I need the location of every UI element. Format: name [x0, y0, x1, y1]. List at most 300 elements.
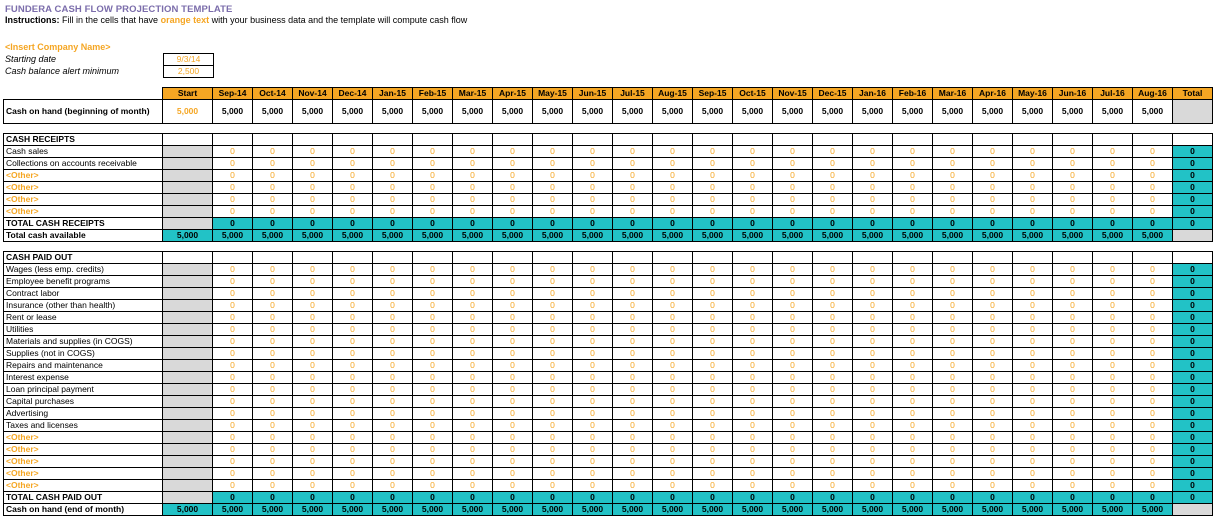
- input-cell[interactable]: 0: [453, 146, 493, 158]
- input-cell[interactable]: 0: [893, 360, 933, 372]
- input-cell[interactable]: 0: [493, 432, 533, 444]
- input-cell[interactable]: 0: [893, 336, 933, 348]
- input-cell[interactable]: 0: [1053, 408, 1093, 420]
- input-cell[interactable]: 0: [973, 372, 1013, 384]
- input-cell[interactable]: 0: [693, 480, 733, 492]
- input-cell[interactable]: 0: [773, 206, 813, 218]
- input-cell[interactable]: 0: [413, 312, 453, 324]
- input-cell[interactable]: 0: [1133, 372, 1173, 384]
- input-cell[interactable]: 0: [253, 360, 293, 372]
- input-cell[interactable]: 0: [373, 420, 413, 432]
- input-cell[interactable]: 0: [1093, 432, 1133, 444]
- input-cell[interactable]: 0: [1053, 372, 1093, 384]
- input-cell[interactable]: 0: [373, 276, 413, 288]
- input-cell[interactable]: 0: [213, 206, 253, 218]
- input-cell[interactable]: 0: [453, 300, 493, 312]
- input-cell[interactable]: 0: [1133, 288, 1173, 300]
- input-cell[interactable]: 0: [893, 456, 933, 468]
- input-cell[interactable]: 0: [973, 336, 1013, 348]
- input-cell[interactable]: 0: [773, 372, 813, 384]
- input-cell[interactable]: 0: [693, 456, 733, 468]
- input-cell[interactable]: 0: [253, 432, 293, 444]
- input-cell[interactable]: 0: [533, 312, 573, 324]
- input-cell[interactable]: 0: [533, 408, 573, 420]
- input-cell[interactable]: 0: [573, 182, 613, 194]
- input-cell[interactable]: 0: [213, 456, 253, 468]
- input-cell[interactable]: 0: [653, 372, 693, 384]
- input-cell[interactable]: 0: [293, 360, 333, 372]
- input-cell[interactable]: 0: [413, 444, 453, 456]
- input-cell[interactable]: 0: [1053, 444, 1093, 456]
- input-cell[interactable]: 0: [413, 146, 453, 158]
- input-cell[interactable]: 0: [653, 480, 693, 492]
- input-cell[interactable]: 0: [893, 480, 933, 492]
- input-cell[interactable]: 0: [333, 456, 373, 468]
- input-cell[interactable]: 0: [813, 170, 853, 182]
- input-cell[interactable]: 0: [973, 396, 1013, 408]
- input-cell[interactable]: 0: [693, 444, 733, 456]
- input-cell[interactable]: 0: [813, 182, 853, 194]
- line-item-label[interactable]: <Other>: [4, 444, 163, 456]
- input-cell[interactable]: 0: [533, 456, 573, 468]
- input-cell[interactable]: 0: [373, 312, 413, 324]
- input-cell[interactable]: 0: [533, 300, 573, 312]
- input-cell[interactable]: 0: [853, 348, 893, 360]
- input-cell[interactable]: 0: [853, 194, 893, 206]
- input-cell[interactable]: 0: [733, 276, 773, 288]
- input-cell[interactable]: 0: [933, 264, 973, 276]
- input-cell[interactable]: 0: [413, 336, 453, 348]
- input-cell[interactable]: 0: [813, 194, 853, 206]
- input-cell[interactable]: 0: [893, 324, 933, 336]
- input-cell[interactable]: 0: [693, 206, 733, 218]
- input-cell[interactable]: 0: [1093, 468, 1133, 480]
- input-cell[interactable]: 0: [693, 396, 733, 408]
- input-cell[interactable]: 0: [1013, 408, 1053, 420]
- input-cell[interactable]: 0: [373, 324, 413, 336]
- input-cell[interactable]: 0: [1013, 444, 1053, 456]
- input-cell[interactable]: 0: [1133, 336, 1173, 348]
- input-cell[interactable]: 0: [773, 288, 813, 300]
- input-cell[interactable]: 0: [573, 348, 613, 360]
- input-cell[interactable]: 0: [533, 288, 573, 300]
- input-cell[interactable]: 0: [293, 324, 333, 336]
- input-cell[interactable]: 0: [1093, 206, 1133, 218]
- input-cell[interactable]: 0: [933, 276, 973, 288]
- input-cell[interactable]: 0: [653, 264, 693, 276]
- input-cell[interactable]: 0: [613, 480, 653, 492]
- input-cell[interactable]: 0: [773, 300, 813, 312]
- input-cell[interactable]: 0: [373, 468, 413, 480]
- input-cell[interactable]: 0: [813, 360, 853, 372]
- input-cell[interactable]: 0: [573, 420, 613, 432]
- input-cell[interactable]: 0: [733, 300, 773, 312]
- input-cell[interactable]: 0: [533, 420, 573, 432]
- input-cell[interactable]: 0: [733, 444, 773, 456]
- input-cell[interactable]: 0: [773, 396, 813, 408]
- input-cell[interactable]: 0: [1013, 480, 1053, 492]
- input-cell[interactable]: 0: [773, 468, 813, 480]
- input-cell[interactable]: 0: [693, 182, 733, 194]
- input-cell[interactable]: 0: [733, 480, 773, 492]
- input-cell[interactable]: 0: [253, 206, 293, 218]
- input-cell[interactable]: 0: [213, 432, 253, 444]
- input-cell[interactable]: 0: [573, 396, 613, 408]
- input-cell[interactable]: 0: [853, 360, 893, 372]
- input-cell[interactable]: 0: [933, 348, 973, 360]
- input-cell[interactable]: 0: [653, 194, 693, 206]
- input-cell[interactable]: 0: [1053, 420, 1093, 432]
- input-cell[interactable]: 0: [413, 206, 453, 218]
- input-cell[interactable]: 0: [533, 170, 573, 182]
- input-cell[interactable]: 0: [533, 480, 573, 492]
- input-cell[interactable]: 0: [613, 336, 653, 348]
- input-cell[interactable]: 0: [693, 264, 733, 276]
- input-cell[interactable]: 0: [973, 146, 1013, 158]
- input-cell[interactable]: 0: [1053, 194, 1093, 206]
- input-cell[interactable]: 0: [1053, 396, 1093, 408]
- input-cell[interactable]: 0: [373, 170, 413, 182]
- input-cell[interactable]: 0: [1013, 348, 1053, 360]
- input-cell[interactable]: 0: [773, 264, 813, 276]
- input-cell[interactable]: 0: [853, 396, 893, 408]
- input-cell[interactable]: 0: [973, 158, 1013, 170]
- input-cell[interactable]: 0: [813, 348, 853, 360]
- input-cell[interactable]: 0: [453, 444, 493, 456]
- input-cell[interactable]: 0: [293, 182, 333, 194]
- input-cell[interactable]: 0: [773, 348, 813, 360]
- input-cell[interactable]: 0: [853, 420, 893, 432]
- input-cell[interactable]: 0: [1053, 182, 1093, 194]
- input-cell[interactable]: 0: [653, 348, 693, 360]
- input-cell[interactable]: 0: [333, 206, 373, 218]
- input-cell[interactable]: 0: [653, 360, 693, 372]
- input-cell[interactable]: 0: [733, 456, 773, 468]
- input-cell[interactable]: 0: [613, 408, 653, 420]
- input-cell[interactable]: 0: [973, 312, 1013, 324]
- input-cell[interactable]: 0: [1013, 194, 1053, 206]
- input-cell[interactable]: 0: [373, 360, 413, 372]
- input-cell[interactable]: 0: [813, 158, 853, 170]
- input-cell[interactable]: 0: [493, 170, 533, 182]
- input-cell[interactable]: 0: [493, 444, 533, 456]
- input-cell[interactable]: 0: [1133, 384, 1173, 396]
- input-cell[interactable]: 0: [213, 324, 253, 336]
- input-cell[interactable]: 0: [813, 300, 853, 312]
- input-cell[interactable]: 0: [773, 276, 813, 288]
- input-cell[interactable]: 0: [893, 288, 933, 300]
- input-cell[interactable]: 0: [493, 372, 533, 384]
- input-cell[interactable]: 0: [453, 336, 493, 348]
- input-cell[interactable]: 0: [1013, 300, 1053, 312]
- input-cell[interactable]: 0: [213, 264, 253, 276]
- input-cell[interactable]: 0: [893, 444, 933, 456]
- input-cell[interactable]: 0: [333, 420, 373, 432]
- input-cell[interactable]: 0: [973, 360, 1013, 372]
- input-cell[interactable]: 0: [493, 206, 533, 218]
- input-cell[interactable]: 0: [533, 324, 573, 336]
- input-cell[interactable]: 0: [573, 312, 613, 324]
- input-cell[interactable]: 0: [893, 170, 933, 182]
- input-cell[interactable]: 0: [373, 348, 413, 360]
- input-cell[interactable]: 0: [853, 372, 893, 384]
- input-cell[interactable]: 0: [773, 456, 813, 468]
- input-cell[interactable]: 0: [413, 264, 453, 276]
- input-cell[interactable]: 0: [253, 264, 293, 276]
- input-cell[interactable]: 0: [1133, 264, 1173, 276]
- input-cell[interactable]: 0: [693, 158, 733, 170]
- input-cell[interactable]: 0: [613, 384, 653, 396]
- input-cell[interactable]: 0: [1133, 348, 1173, 360]
- line-item-label[interactable]: <Other>: [4, 206, 163, 218]
- input-cell[interactable]: 0: [653, 182, 693, 194]
- input-cell[interactable]: 0: [293, 432, 333, 444]
- input-cell[interactable]: 0: [1053, 264, 1093, 276]
- input-cell[interactable]: 0: [453, 456, 493, 468]
- input-cell[interactable]: 0: [213, 182, 253, 194]
- company-name-cell[interactable]: <Insert Company Name>: [5, 42, 111, 52]
- input-cell[interactable]: 0: [213, 158, 253, 170]
- line-item-label[interactable]: <Other>: [4, 432, 163, 444]
- input-cell[interactable]: 0: [1053, 360, 1093, 372]
- input-cell[interactable]: 0: [933, 480, 973, 492]
- input-cell[interactable]: 0: [333, 170, 373, 182]
- input-cell[interactable]: 0: [413, 432, 453, 444]
- input-cell[interactable]: 0: [1133, 312, 1173, 324]
- input-cell[interactable]: 0: [693, 372, 733, 384]
- input-cell[interactable]: 0: [533, 206, 573, 218]
- input-cell[interactable]: 0: [853, 312, 893, 324]
- input-cell[interactable]: 0: [1053, 348, 1093, 360]
- input-cell[interactable]: 0: [933, 288, 973, 300]
- input-cell[interactable]: 0: [453, 170, 493, 182]
- input-cell[interactable]: 0: [293, 420, 333, 432]
- input-cell[interactable]: 0: [813, 396, 853, 408]
- input-cell[interactable]: 0: [293, 170, 333, 182]
- input-cell[interactable]: 0: [453, 348, 493, 360]
- input-cell[interactable]: 0: [853, 336, 893, 348]
- input-cell[interactable]: 0: [1133, 480, 1173, 492]
- input-cell[interactable]: 0: [733, 420, 773, 432]
- input-cell[interactable]: 0: [933, 206, 973, 218]
- input-cell[interactable]: 0: [613, 146, 653, 158]
- input-cell[interactable]: 0: [413, 420, 453, 432]
- input-cell[interactable]: 0: [333, 444, 373, 456]
- input-cell[interactable]: 0: [1013, 288, 1053, 300]
- input-cell[interactable]: 0: [613, 360, 653, 372]
- input-cell[interactable]: 0: [653, 300, 693, 312]
- input-cell[interactable]: 0: [893, 158, 933, 170]
- input-cell[interactable]: 0: [613, 288, 653, 300]
- input-cell[interactable]: 0: [333, 384, 373, 396]
- input-cell[interactable]: 0: [813, 456, 853, 468]
- input-cell[interactable]: 0: [413, 276, 453, 288]
- input-cell[interactable]: 0: [773, 408, 813, 420]
- input-cell[interactable]: 0: [973, 300, 1013, 312]
- input-cell[interactable]: 0: [253, 480, 293, 492]
- input-cell[interactable]: 0: [493, 288, 533, 300]
- input-cell[interactable]: 0: [613, 468, 653, 480]
- input-cell[interactable]: 0: [293, 336, 333, 348]
- input-cell[interactable]: 0: [253, 312, 293, 324]
- input-cell[interactable]: 0: [453, 372, 493, 384]
- input-cell[interactable]: 0: [973, 206, 1013, 218]
- input-cell[interactable]: 0: [853, 206, 893, 218]
- input-cell[interactable]: 0: [1093, 182, 1133, 194]
- input-cell[interactable]: 0: [613, 300, 653, 312]
- input-cell[interactable]: 0: [693, 146, 733, 158]
- input-cell[interactable]: 0: [733, 264, 773, 276]
- input-cell[interactable]: 0: [253, 194, 293, 206]
- input-cell[interactable]: 0: [813, 420, 853, 432]
- input-cell[interactable]: 0: [773, 170, 813, 182]
- input-cell[interactable]: 0: [493, 468, 533, 480]
- input-cell[interactable]: 0: [693, 384, 733, 396]
- input-cell[interactable]: 0: [1053, 170, 1093, 182]
- input-cell[interactable]: 0: [1013, 170, 1053, 182]
- input-cell[interactable]: 0: [333, 264, 373, 276]
- input-cell[interactable]: 0: [813, 312, 853, 324]
- input-cell[interactable]: 0: [1093, 194, 1133, 206]
- input-cell[interactable]: 0: [773, 444, 813, 456]
- input-cell[interactable]: 0: [293, 206, 333, 218]
- input-cell[interactable]: 0: [653, 288, 693, 300]
- input-cell[interactable]: 0: [373, 372, 413, 384]
- input-cell[interactable]: 0: [253, 276, 293, 288]
- input-cell[interactable]: 0: [1133, 276, 1173, 288]
- line-item-label[interactable]: <Other>: [4, 170, 163, 182]
- input-cell[interactable]: 0: [973, 264, 1013, 276]
- input-cell[interactable]: 0: [773, 182, 813, 194]
- input-cell[interactable]: 0: [493, 480, 533, 492]
- input-cell[interactable]: 0: [1093, 336, 1133, 348]
- input-cell[interactable]: 0: [293, 444, 333, 456]
- input-cell[interactable]: 0: [493, 456, 533, 468]
- input-cell[interactable]: 0: [1133, 420, 1173, 432]
- input-cell[interactable]: 0: [453, 264, 493, 276]
- input-cell[interactable]: 0: [1093, 276, 1133, 288]
- cash-on-hand-start-cell[interactable]: 5,000: [163, 100, 213, 124]
- input-cell[interactable]: 0: [493, 146, 533, 158]
- input-cell[interactable]: 0: [1013, 336, 1053, 348]
- input-cell[interactable]: 0: [893, 372, 933, 384]
- input-cell[interactable]: 0: [733, 182, 773, 194]
- input-cell[interactable]: 0: [1093, 324, 1133, 336]
- input-cell[interactable]: 0: [413, 384, 453, 396]
- input-cell[interactable]: 0: [893, 264, 933, 276]
- input-cell[interactable]: 0: [693, 312, 733, 324]
- input-cell[interactable]: 0: [533, 360, 573, 372]
- input-cell[interactable]: 0: [1013, 206, 1053, 218]
- input-cell[interactable]: 0: [453, 276, 493, 288]
- input-cell[interactable]: 0: [1053, 456, 1093, 468]
- input-cell[interactable]: 0: [253, 396, 293, 408]
- input-cell[interactable]: 0: [253, 348, 293, 360]
- input-cell[interactable]: 0: [733, 324, 773, 336]
- input-cell[interactable]: 0: [1093, 444, 1133, 456]
- input-cell[interactable]: 0: [1133, 456, 1173, 468]
- input-cell[interactable]: 0: [573, 146, 613, 158]
- input-cell[interactable]: 0: [973, 420, 1013, 432]
- input-cell[interactable]: 0: [1013, 276, 1053, 288]
- input-cell[interactable]: 0: [533, 348, 573, 360]
- input-cell[interactable]: 0: [813, 372, 853, 384]
- input-cell[interactable]: 0: [693, 468, 733, 480]
- input-cell[interactable]: 0: [813, 288, 853, 300]
- input-cell[interactable]: 0: [1013, 468, 1053, 480]
- input-cell[interactable]: 0: [973, 480, 1013, 492]
- input-cell[interactable]: 0: [293, 348, 333, 360]
- input-cell[interactable]: 0: [373, 444, 413, 456]
- input-cell[interactable]: 0: [333, 324, 373, 336]
- input-cell[interactable]: 0: [893, 146, 933, 158]
- input-cell[interactable]: 0: [1053, 206, 1093, 218]
- input-cell[interactable]: 0: [933, 444, 973, 456]
- input-cell[interactable]: 0: [893, 396, 933, 408]
- input-cell[interactable]: 0: [1133, 468, 1173, 480]
- line-item-label[interactable]: <Other>: [4, 194, 163, 206]
- input-cell[interactable]: 0: [813, 264, 853, 276]
- input-cell[interactable]: 0: [1013, 396, 1053, 408]
- input-cell[interactable]: 0: [333, 182, 373, 194]
- input-cell[interactable]: 0: [973, 170, 1013, 182]
- input-cell[interactable]: 0: [1013, 420, 1053, 432]
- input-cell[interactable]: 0: [493, 276, 533, 288]
- input-cell[interactable]: 0: [413, 480, 453, 492]
- input-cell[interactable]: 0: [493, 348, 533, 360]
- input-cell[interactable]: 0: [293, 288, 333, 300]
- input-cell[interactable]: 0: [493, 300, 533, 312]
- input-cell[interactable]: 0: [573, 206, 613, 218]
- input-cell[interactable]: 0: [293, 300, 333, 312]
- input-cell[interactable]: 0: [373, 288, 413, 300]
- input-cell[interactable]: 0: [293, 312, 333, 324]
- input-cell[interactable]: 0: [1053, 158, 1093, 170]
- input-cell[interactable]: 0: [813, 408, 853, 420]
- input-cell[interactable]: 0: [1133, 146, 1173, 158]
- input-cell[interactable]: 0: [613, 206, 653, 218]
- input-cell[interactable]: 0: [213, 420, 253, 432]
- input-cell[interactable]: 0: [573, 288, 613, 300]
- input-cell[interactable]: 0: [653, 206, 693, 218]
- input-cell[interactable]: 0: [853, 444, 893, 456]
- input-cell[interactable]: 0: [1093, 456, 1133, 468]
- input-cell[interactable]: 0: [413, 194, 453, 206]
- input-cell[interactable]: 0: [373, 264, 413, 276]
- input-cell[interactable]: 0: [733, 312, 773, 324]
- input-cell[interactable]: 0: [1093, 420, 1133, 432]
- input-cell[interactable]: 0: [373, 182, 413, 194]
- input-cell[interactable]: 0: [1053, 480, 1093, 492]
- input-cell[interactable]: 0: [533, 444, 573, 456]
- input-cell[interactable]: 0: [653, 384, 693, 396]
- input-cell[interactable]: 0: [1133, 158, 1173, 170]
- input-cell[interactable]: 0: [733, 348, 773, 360]
- input-cell[interactable]: 0: [733, 206, 773, 218]
- input-cell[interactable]: 0: [453, 182, 493, 194]
- input-cell[interactable]: 0: [253, 456, 293, 468]
- line-item-label[interactable]: <Other>: [4, 456, 163, 468]
- input-cell[interactable]: 0: [973, 456, 1013, 468]
- input-cell[interactable]: 0: [213, 384, 253, 396]
- input-cell[interactable]: 0: [453, 432, 493, 444]
- input-cell[interactable]: 0: [613, 182, 653, 194]
- input-cell[interactable]: 0: [293, 468, 333, 480]
- input-cell[interactable]: 0: [933, 182, 973, 194]
- input-cell[interactable]: 0: [773, 194, 813, 206]
- input-cell[interactable]: 0: [773, 432, 813, 444]
- input-cell[interactable]: 0: [1133, 194, 1173, 206]
